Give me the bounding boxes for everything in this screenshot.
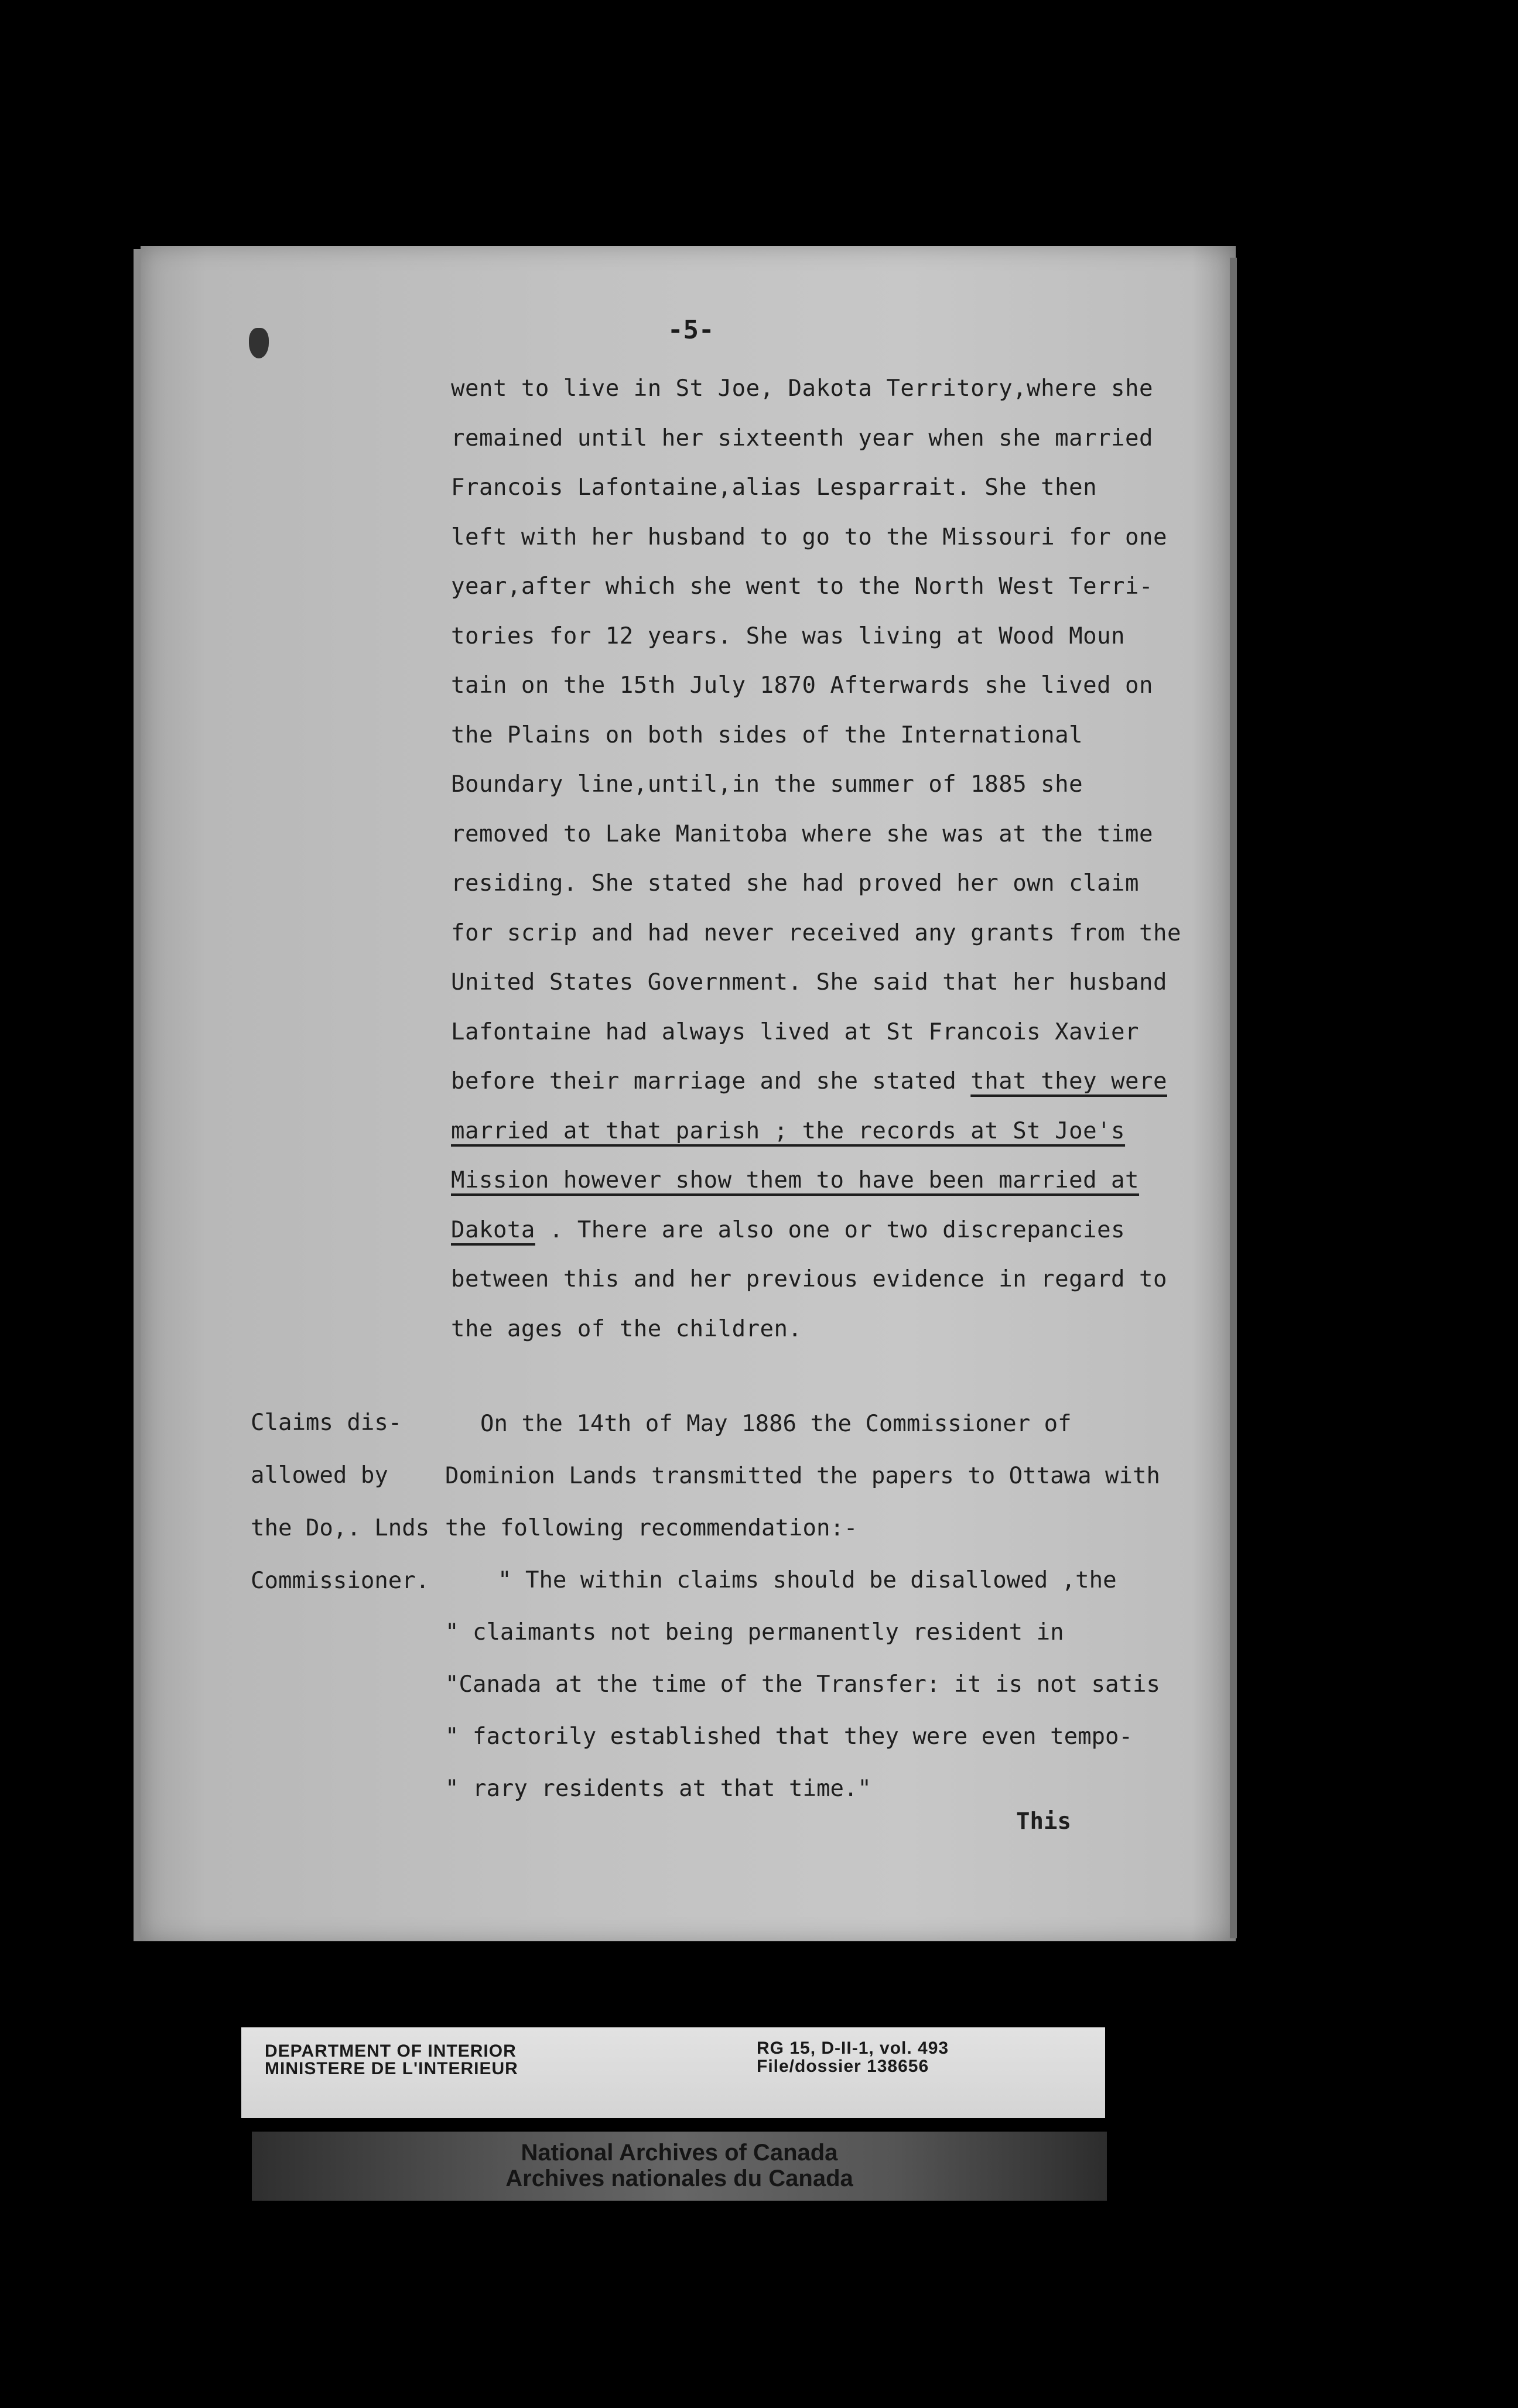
text-line [451,1156,1142,1206]
archives-name [252,2140,1107,2191]
text-line: tain on the 15th July 1870 Afterwards she lived on [451,672,1153,699]
page-number: -5- [668,315,714,345]
file-number: File/dossier 138656 [757,2057,929,2076]
text-line [451,1057,1167,1107]
reference-label [757,2039,949,2075]
text-line: left with her husband to go to the Missouri for one [451,524,1167,550]
text-line: the following recommendation:- [445,1515,858,1541]
department-en: DEPARTMENT OF INTERIOR [265,2041,517,2061]
archives-watermark-strip [252,2132,1107,2201]
department-fr: MINISTERE DE L'INTERIEUR [265,2059,518,2078]
text-line [451,1206,1142,1256]
margin-note [251,1397,429,1607]
quote-line: " factorily established that they were even tempo- [445,1723,1133,1750]
text-plain: before their marriage and she stated [451,1068,971,1094]
text-line: year,after which she went to the North West Terri- [451,573,1153,600]
quote-line: " claimants not being permanently resident in [445,1619,1064,1646]
text-line: tories for 12 years. She was living at Wood Moun [451,622,1126,649]
record-group-reference: RG 15, D-II-1, vol. 493 [757,2038,949,2058]
margin-note-line: the Do,. Lnds [251,1515,430,1541]
margin-note-line: Claims dis- [251,1410,402,1436]
margin-note-line: allowed by [251,1462,388,1489]
text-underlined: married at that parish ; the records at St Joe's [451,1117,1126,1144]
text-underlined: Mission however show them to have been married at [451,1167,1140,1193]
main-paragraph [451,364,1181,1354]
text-line: Boundary line,until,in the summer of 1885 she [451,771,1083,798]
text-line [451,1107,1142,1157]
text-line: the Plains on both sides of the International [451,721,1083,748]
text-underlined: that they were [970,1068,1167,1094]
text-line: Francois Lafontaine,alias Lesparrait. She then [451,474,1098,501]
text-line: the ages of the children. [451,1315,802,1342]
archives-name-fr: Archives nationales du Canada [505,2166,853,2191]
text-underlined: Dakota [451,1216,535,1243]
text-line: between this and her previous evidence in regard to [451,1266,1167,1292]
text-line: Dominion Lands transmitted the papers to Ottawa with [445,1463,1160,1489]
text-plain: . There are also one or two discrepancies [535,1216,1126,1243]
text-line: remained until her sixteenth year when she married [451,425,1153,452]
text-line: for scrip and had never received any grants from the [451,919,1181,946]
margin-note-line: Commissioner. [251,1568,430,1594]
text-line: removed to Lake Manitoba where she was at the time [451,820,1153,847]
text-line: residing. She stated she had proved her own claim [451,870,1140,897]
recommendation-paragraph [445,1398,1160,1815]
archive-reference-label [241,2027,1105,2118]
text-line: Lafontaine had always lived at St Francois Xavier [451,1018,1140,1045]
quote-line: " rary residents at that time." [445,1776,871,1802]
text-line: On the 14th of May 1886 the Commissioner of [480,1411,1072,1437]
quote-line: "Canada at the time of the Transfer: it is not satis [445,1671,1160,1698]
archives-name-en: National Archives of Canada [521,2140,838,2166]
page-right-edge [1230,258,1237,1938]
quote-line: " The within claims should be disallowed ,the [498,1567,1117,1593]
text-line: went to live in St Joe, Dakota Territory,where she [451,375,1153,402]
punch-hole-mark [249,328,269,358]
catchword: This [1016,1808,1071,1835]
department-label [265,2043,518,2078]
text-line: United States Government. She said that her husband [451,969,1167,996]
